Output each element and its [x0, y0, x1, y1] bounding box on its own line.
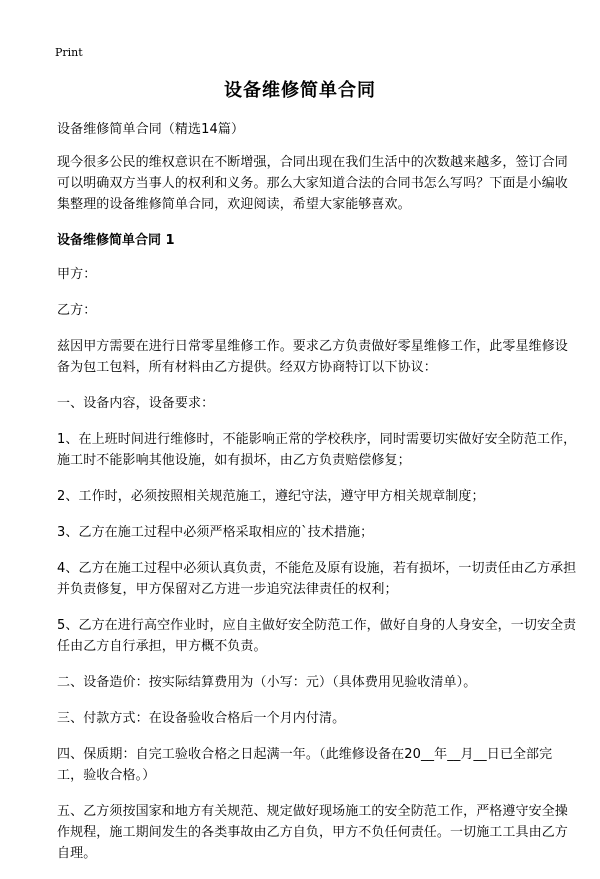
clause-4-warranty: 四、保质期：自完工验收合格之日起满一年。（此维修设备在20__年__月__日已全部完工，验收合格。） [57, 747, 553, 783]
clause-item: 4、乙方在施工过程中必须认真负责，不能危及原有设施，若有损坏，一切责任由乙方承担并负责修复，甲方保留对乙方进一步追究法律责任的权利； [57, 561, 577, 597]
clause-item: 3、乙方在施工过程中必须严格采取相应的`技术措施； [57, 525, 374, 540]
document-title: 设备维修简单合同 [224, 80, 376, 101]
party-b-line: 乙方： [57, 303, 97, 318]
clause-5-safety: 五、乙方须按国家和地方有关规范、规定做好现场施工的安全防范工作，严格遵守安全操作规程，施工期间发生的各类事故由乙方自负，甲方不负任何责任。一切施工工具由乙方自理。 [57, 804, 568, 861]
party-a-line: 甲方： [57, 267, 97, 282]
document-body [57, 119, 577, 879]
preamble-paragraph: 兹因甲方需要在进行日常零星维修工作。要求乙方负责做好零星维修工作，此零星维修设备为包工包料，所有材料由乙方提供。经双方协商特订以下协议： [57, 339, 568, 375]
document-subtitle: 设备维修简单合同（精选14篇） [57, 122, 245, 137]
print-link[interactable]: Print [55, 46, 83, 59]
clause-2-price: 二、设备造价：按实际结算费用为（小写：元）（具体费用见验收清单）。 [57, 675, 477, 690]
intro-paragraph: 现今很多公民的维权意识在不断增强，合同出现在我们生活中的次数越来越多，签订合同可以明确双方当事人的权利和义务。那么大家知道合法的合同书怎么写吗？下面是小编收集整理的设备维修简单合同，欢迎阅读，希望大家能够喜欢。 [57, 155, 568, 212]
clause-1-heading: 一、设备内容，设备要求： [57, 396, 215, 411]
clause-item: 5、乙方在进行高空作业时，应自主做好安全防范工作，做好自身的人身安全，一切安全责任由乙方自行承担，甲方概不负责。 [57, 618, 577, 654]
clause-item: 1、在上班时间进行维修时，不能影响正常的学校秩序，同时需要切实做好安全防范工作，施工时不能影响其他设施，如有损坏，由乙方负责赔偿修复； [57, 432, 577, 468]
clause-3-payment: 三、付款方式：在设备验收合格后一个月内付清。 [57, 711, 346, 726]
section-heading: 设备维修简单合同 1 [57, 233, 175, 248]
clause-item: 2、工作时，必须按照相关规范施工，遵纪守法，遵守甲方相关规章制度； [57, 489, 485, 504]
